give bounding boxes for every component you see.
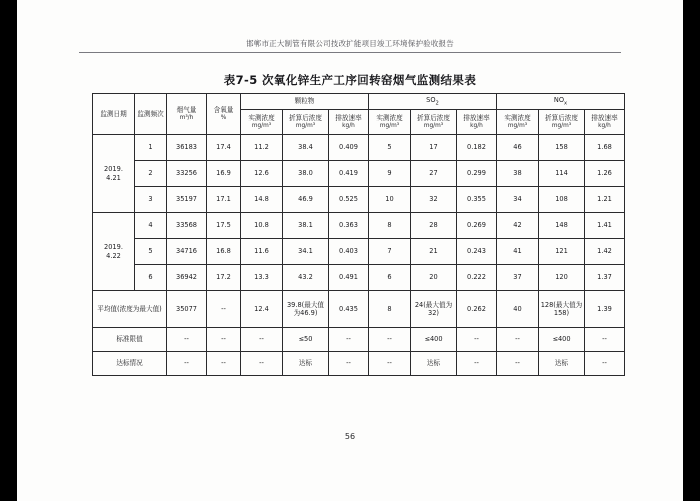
table-row <box>93 239 625 265</box>
standard-flow: -- <box>167 328 207 352</box>
header-particulate: 颗粒物 <box>241 94 369 110</box>
cell-so2-converted: 27 <box>411 161 457 187</box>
cell-so2-converted: 17 <box>411 135 457 161</box>
cell-nox-measured: 34 <box>497 187 539 213</box>
cell-nox-converted: 148 <box>539 213 585 239</box>
cell-pm-rate: 0.363 <box>329 213 369 239</box>
cell-pm-measured: 10.8 <box>241 213 283 239</box>
cell-nox-converted: 121 <box>539 239 585 265</box>
standard-pm-measured: -- <box>241 328 283 352</box>
cell-pm-measured: 11.2 <box>241 135 283 161</box>
cell-pm-converted: 38.4 <box>283 135 329 161</box>
header-so2-converted <box>411 110 457 135</box>
header-divider <box>79 52 621 53</box>
header-oxygen-unit: % <box>220 114 227 121</box>
cell-pm-measured: 12.6 <box>241 161 283 187</box>
label-measured-pm: 实测浓度 <box>248 114 275 123</box>
date-group-1-line1: 2019. <box>104 165 123 174</box>
header-so2-rate <box>457 110 497 135</box>
cell-nox-converted: 120 <box>539 265 585 291</box>
cell-freq: 2 <box>135 161 167 187</box>
cell-so2-converted: 32 <box>411 187 457 213</box>
cell-so2-converted: 21 <box>411 239 457 265</box>
cell-so2-rate: 0.269 <box>457 213 497 239</box>
unit-measured-pm: mg/m³ <box>251 122 272 129</box>
cell-freq: 5 <box>135 239 167 265</box>
cell-pm-measured: 13.3 <box>241 265 283 291</box>
cell-o2: 17.5 <box>207 213 241 239</box>
header-flow-label: 烟气量 <box>176 106 197 115</box>
header-nox <box>497 94 625 110</box>
table-row <box>93 213 625 239</box>
cell-nox-rate: 1.21 <box>585 187 625 213</box>
header-so2-measured <box>369 110 411 135</box>
compliance-nox-rate: -- <box>585 352 625 376</box>
cell-so2-rate: 0.355 <box>457 187 497 213</box>
average-so2-measured: 8 <box>369 291 411 328</box>
date-group-2-line1: 2019. <box>104 243 123 252</box>
label-converted-pm: 折算后浓度 <box>289 114 322 123</box>
cell-flow: 36942 <box>167 265 207 291</box>
header-so2 <box>369 94 497 110</box>
average-row <box>93 291 625 328</box>
cell-flow: 35197 <box>167 187 207 213</box>
header-nox-sub: x <box>564 100 568 107</box>
monitoring-results-table <box>92 93 618 376</box>
standard-pm-rate: -- <box>329 328 369 352</box>
cell-so2-converted: 20 <box>411 265 457 291</box>
table-row <box>93 161 625 187</box>
header-date: 监测日期 <box>93 94 135 135</box>
unit-rate-pm: kg/h <box>342 122 355 129</box>
unit-converted-nox: mg/m³ <box>551 122 572 129</box>
cell-so2-measured: 5 <box>369 135 411 161</box>
label-measured-nox: 实测浓度 <box>504 114 531 123</box>
header-oxygen-label: 含氧量 <box>213 106 234 115</box>
cell-pm-converted: 43.2 <box>283 265 329 291</box>
standard-so2-rate: -- <box>457 328 497 352</box>
date-group-2-line2: 4.22 <box>106 251 121 260</box>
cell-o2: 17.4 <box>207 135 241 161</box>
compliance-pm-converted: 达标 <box>283 352 329 376</box>
cell-nox-rate: 1.26 <box>585 161 625 187</box>
cell-freq: 6 <box>135 265 167 291</box>
header-flow <box>167 94 207 135</box>
compliance-nox-measured: -- <box>497 352 539 376</box>
standard-limit-row <box>93 328 625 352</box>
average-label: 平均值(浓度为最大值) <box>93 291 167 328</box>
cell-pm-rate: 0.419 <box>329 161 369 187</box>
header-so2-sub: 2 <box>435 100 439 107</box>
cell-so2-measured: 10 <box>369 187 411 213</box>
cell-so2-measured: 8 <box>369 213 411 239</box>
cell-freq: 3 <box>135 187 167 213</box>
unit-rate-nox: kg/h <box>598 122 611 129</box>
compliance-so2-converted: 达标 <box>411 352 457 376</box>
cell-nox-converted: 158 <box>539 135 585 161</box>
header-so2-label: SO <box>426 96 436 105</box>
standard-so2-measured: -- <box>369 328 411 352</box>
page-header: 邯郸市正大制管有限公司技改扩能项目竣工环境保护验收报告 <box>246 39 454 48</box>
cell-so2-converted: 28 <box>411 213 457 239</box>
average-flow: 35077 <box>167 291 207 328</box>
cell-pm-rate: 0.403 <box>329 239 369 265</box>
cell-freq: 4 <box>135 213 167 239</box>
unit-converted-so2: mg/m³ <box>423 122 444 129</box>
average-pm-converted: 39.8(最大值为46.9) <box>283 291 329 328</box>
header-oxygen <box>207 94 241 135</box>
table-row <box>93 265 625 291</box>
cell-pm-rate: 0.409 <box>329 135 369 161</box>
unit-converted-pm: mg/m³ <box>295 122 316 129</box>
cell-nox-measured: 41 <box>497 239 539 265</box>
compliance-label: 达标情况 <box>93 352 167 376</box>
cell-nox-converted: 114 <box>539 161 585 187</box>
header-pm-converted <box>283 110 329 135</box>
cell-pm-converted: 46.9 <box>283 187 329 213</box>
average-o2-dash: -- <box>207 291 241 328</box>
cell-so2-rate: 0.222 <box>457 265 497 291</box>
standard-so2-converted: ≤400 <box>411 328 457 352</box>
cell-pm-measured: 14.8 <box>241 187 283 213</box>
average-pm-measured: 12.4 <box>241 291 283 328</box>
page-number: 56 <box>344 432 356 441</box>
standard-o2: -- <box>207 328 241 352</box>
table-header-row-1 <box>93 94 625 110</box>
cell-pm-converted: 34.1 <box>283 239 329 265</box>
average-pm-rate: 0.435 <box>329 291 369 328</box>
cell-nox-converted: 108 <box>539 187 585 213</box>
header-nox-measured <box>497 110 539 135</box>
cell-nox-measured: 37 <box>497 265 539 291</box>
header-frequency: 监测频次 <box>135 94 167 135</box>
average-so2-converted: 24(最大值为32) <box>411 291 457 328</box>
cell-nox-measured: 42 <box>497 213 539 239</box>
cell-nox-rate: 1.68 <box>585 135 625 161</box>
cell-so2-rate: 0.182 <box>457 135 497 161</box>
compliance-so2-rate: -- <box>457 352 497 376</box>
header-pm-rate <box>329 110 369 135</box>
cell-flow: 36183 <box>167 135 207 161</box>
date-group-2 <box>93 213 135 291</box>
average-nox-rate: 1.39 <box>585 291 625 328</box>
header-flow-unit: m³/h <box>179 114 194 121</box>
cell-o2: 16.8 <box>207 239 241 265</box>
standard-limit-label: 标准限值 <box>93 328 167 352</box>
compliance-flow: -- <box>167 352 207 376</box>
cell-o2: 17.1 <box>207 187 241 213</box>
label-converted-nox: 折算后浓度 <box>545 114 578 123</box>
label-converted-so2: 折算后浓度 <box>417 114 450 123</box>
label-rate-pm: 排放速率 <box>335 114 362 123</box>
unit-measured-so2: mg/m³ <box>379 122 400 129</box>
header-nox-rate <box>585 110 625 135</box>
cell-nox-rate: 1.42 <box>585 239 625 265</box>
average-nox-converted: 128(最大值为158) <box>539 291 585 328</box>
label-measured-so2: 实测浓度 <box>376 114 403 123</box>
cell-nox-measured: 38 <box>497 161 539 187</box>
cell-flow: 33256 <box>167 161 207 187</box>
header-pm-measured <box>241 110 283 135</box>
compliance-pm-measured: -- <box>241 352 283 376</box>
average-so2-rate: 0.262 <box>457 291 497 328</box>
table-row <box>93 187 625 213</box>
cell-so2-measured: 7 <box>369 239 411 265</box>
table-row <box>93 135 625 161</box>
date-group-1-line2: 4.21 <box>106 173 121 182</box>
unit-measured-nox: mg/m³ <box>507 122 528 129</box>
cell-so2-rate: 0.299 <box>457 161 497 187</box>
compliance-so2-measured: -- <box>369 352 411 376</box>
cell-flow: 33568 <box>167 213 207 239</box>
document-page <box>17 0 683 501</box>
cell-nox-rate: 1.37 <box>585 265 625 291</box>
cell-o2: 16.9 <box>207 161 241 187</box>
compliance-o2: -- <box>207 352 241 376</box>
standard-nox-rate: -- <box>585 328 625 352</box>
compliance-pm-rate: -- <box>329 352 369 376</box>
date-group-1 <box>93 135 135 213</box>
cell-so2-measured: 9 <box>369 161 411 187</box>
cell-freq: 1 <box>135 135 167 161</box>
cell-nox-rate: 1.41 <box>585 213 625 239</box>
cell-nox-measured: 46 <box>497 135 539 161</box>
header-nox-label: NO <box>553 96 565 105</box>
unit-rate-so2: kg/h <box>470 122 483 129</box>
cell-pm-converted: 38.0 <box>283 161 329 187</box>
table-title: 表7-5 次氧化锌生产工序回转窑烟气监测结果表 <box>223 73 477 87</box>
compliance-row <box>93 352 625 376</box>
cell-flow: 34716 <box>167 239 207 265</box>
label-rate-nox: 排放速率 <box>591 114 618 123</box>
average-nox-measured: 40 <box>497 291 539 328</box>
standard-pm-converted: ≤50 <box>283 328 329 352</box>
cell-so2-measured: 6 <box>369 265 411 291</box>
header-nox-converted <box>539 110 585 135</box>
standard-nox-converted: ≤400 <box>539 328 585 352</box>
cell-pm-rate: 0.491 <box>329 265 369 291</box>
compliance-nox-converted: 达标 <box>539 352 585 376</box>
cell-pm-measured: 11.6 <box>241 239 283 265</box>
label-rate-so2: 排放速率 <box>463 114 490 123</box>
cell-pm-converted: 38.1 <box>283 213 329 239</box>
standard-nox-measured: -- <box>497 328 539 352</box>
cell-so2-rate: 0.243 <box>457 239 497 265</box>
cell-o2: 17.2 <box>207 265 241 291</box>
cell-pm-rate: 0.525 <box>329 187 369 213</box>
